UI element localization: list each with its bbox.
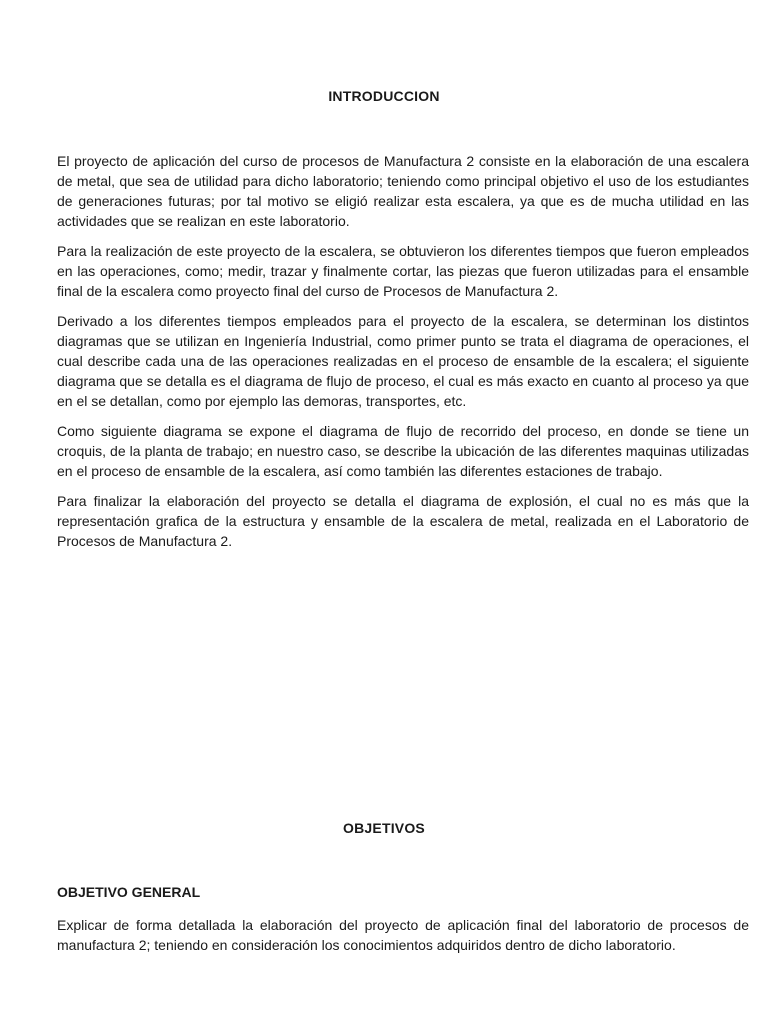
introduction-paragraph-4: Como siguiente diagrama se expone el diagrama de flujo de recorrido del proceso, en donde se tiene un croquis, de la planta de trabajo; en nuestro caso, se describe la ubicación de las diferentes maquinas utilizadas en el proceso de ensamble de la escalera, así como también las diferentes estaciones de trabajo.: [57, 423, 749, 479]
introduction-body: [57, 151, 749, 561]
introduction-heading: INTRODUCCION: [328, 88, 440, 104]
introduction-paragraph-3: Derivado a los diferentes tiempos empleados para el proyecto de la escalera, se determinan los distintos diagramas que se utilizan en Ingeniería Industrial, como primer punto se trata el diagrama de operaciones, el cual describe cada una de las operaciones realizadas en el proceso de ensamble de la escalera; el siguiente diagrama que se detalla es el diagrama de flujo de proceso, el cual es más exacto en cuanto al proceso ya que en el se detallan, como por ejemplo las demoras, transportes, etc.: [57, 313, 749, 409]
general-objective-body: [57, 915, 749, 965]
introduction-paragraph-5: Para finalizar la elaboración del proyecto se detalla el diagrama de explosión, el cual no es más que la representación grafica de la estructura y ensamble de la escalera de metal, realizada en el Laboratorio de Procesos de Manufactura 2.: [57, 493, 749, 549]
general-objective-paragraph: Explicar de forma detallada la elaboración del proyecto de aplicación final del laboratorio de procesos de manufactura 2; teniendo en consideración los conocimientos adquiridos dentro de dicho laboratorio.: [57, 917, 749, 953]
introduction-paragraph-1: El proyecto de aplicación del curso de procesos de Manufactura 2 consiste en la elaboración de una escalera de metal, que sea de utilidad para dicho laboratorio; teniendo como principal objetivo el uso de los estudiantes de generaciones futuras; por tal motivo se eligió realizar esta escalera, ya que es de mucha utilidad en las actividades que se realizan en este laboratorio.: [57, 153, 749, 229]
general-objective-heading: OBJETIVO GENERAL: [57, 884, 201, 900]
objectives-heading: OBJETIVOS: [343, 820, 425, 836]
introduction-paragraph-2: Para la realización de este proyecto de la escalera, se obtuvieron los diferentes tiempos que fueron empleados en las operaciones, como; medir, trazar y finalmente cortar, las piezas que fueron utilizadas para el ensamble final de la escalera como proyecto final del curso de Procesos de Manufactura 2.: [57, 243, 749, 299]
